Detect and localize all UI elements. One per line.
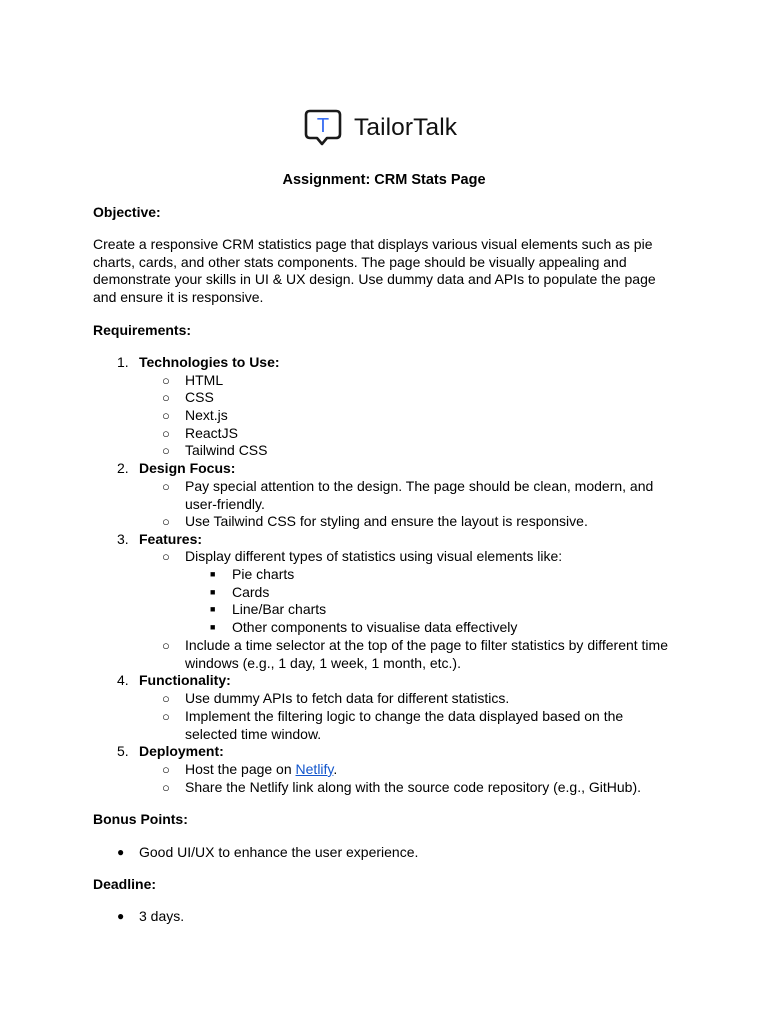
circle-bullet-icon: ○: [162, 780, 170, 795]
list-number: 1.: [117, 354, 129, 370]
objective-line: Create a responsive CRM statistics page that displays various visual elements such as pie: [93, 236, 653, 252]
tailortalk-logo: [303, 108, 457, 148]
list-number: 4.: [117, 672, 129, 688]
circle-bullet-icon: ○: [162, 691, 170, 706]
requirement-label: Deployment:: [139, 743, 224, 759]
circle-bullet-icon: ○: [162, 373, 170, 388]
square-bullet-icon: ■: [210, 604, 216, 614]
document-page: T TailorTalk Assignment: CRM Stats Page Objective: Create a responsive CRM statistics page that displays various visual elements such as pie charts, cards, and other stats components. The page should be visually appealing and demonstrate your skills in UI & UX design. Use dummy data and APIs to populate the page and ensure it is responsive. Requirements: 1. Technologies to Use: ○ HTML ○ CSS ○ Next.js ○ ReactJS ○ Tailwind CSS 2. Design Focus: ○ Pay special attention to the design. The page should be clean, modern, and user-friendly. ○ Use Tailwind CSS for styling and ensure the layout is responsive. 3. Features: ○ Display different types of statistics using visual elements like: ■ Pie charts ■ Cards ■ Line/Bar charts ■ Other components to visualise data effectively ○ Include a time selector at the top of the page to filter statistics by different time windows (e.g., 1 day, 1 week, 1 month, etc.). 4. Functionality: ○ Use dummy APIs to fetch data for different statistics. ○ Implement the filtering logic to change the data displayed based on the selected time window. 5. Deployment: ○ Host the page on Netlify. ○ Share the Netlify link along with the source code repository (e.g., GitHub). Bonus Points: ● Good UI/UX to enhance the user experience. Deadline: ● 3 days.: [0, 0, 768, 1024]
requirement-label: Features:: [139, 531, 203, 547]
circle-bullet-icon: ○: [162, 479, 170, 494]
circle-bullet-icon: ○: [162, 638, 170, 653]
circle-bullet-icon: ○: [162, 408, 170, 423]
requirement-label: Functionality:: [139, 672, 231, 688]
deadline-heading: Deadline:: [93, 876, 157, 892]
circle-bullet-icon: ○: [162, 426, 170, 441]
objective-line: and ensure it is responsive.: [93, 288, 264, 305]
circle-bullet-icon: ○: [162, 443, 170, 458]
logo-letter: T: [316, 115, 330, 137]
circle-bullet-icon: ○: [162, 762, 170, 777]
circle-bullet-icon: ○: [162, 390, 170, 405]
list-number: 3.: [117, 531, 129, 547]
square-bullet-icon: ■: [210, 587, 216, 597]
objective-line: demonstrate your skills in UI & UX design. Use dummy data and APIs to populate the page: [93, 271, 656, 288]
circle-bullet-icon: ○: [162, 549, 170, 564]
square-bullet-icon: ■: [210, 569, 216, 579]
disc-bullet-icon: ●: [117, 909, 125, 923]
objective-paragraph: [93, 236, 683, 306]
page-title: Assignment: CRM Stats Page: [282, 172, 486, 188]
square-bullet-icon: ■: [210, 622, 216, 632]
disc-bullet-icon: ●: [117, 845, 125, 859]
logo-wordmark: TailorTalk: [354, 114, 458, 141]
objective-line: charts, cards, and other stats components. The page should be visually appealing and: [93, 253, 627, 270]
circle-bullet-icon: ○: [162, 514, 170, 529]
objective-heading: Objective:: [93, 204, 161, 220]
requirements-heading: Requirements:: [93, 322, 192, 338]
bonus-heading: Bonus Points:: [93, 811, 188, 827]
circle-bullet-icon: ○: [162, 709, 170, 724]
list-number: 2.: [117, 460, 129, 476]
requirement-label: Technologies to Use:: [139, 354, 280, 370]
list-number: 5.: [117, 743, 129, 759]
chat-bubble-logo-icon: [303, 108, 343, 148]
requirement-label: Design Focus:: [139, 460, 236, 476]
netlify-link[interactable]: Netlify: [295, 761, 334, 777]
